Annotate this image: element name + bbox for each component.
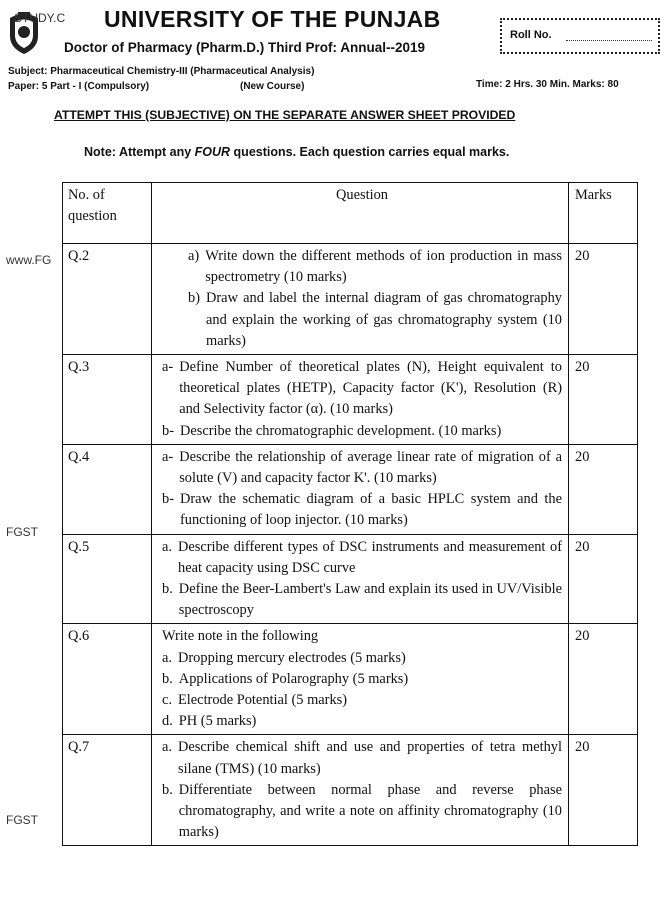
part-text: Describe chemical shift and use and properties of tetra methyl silane (TMS) (10 marks) bbox=[178, 739, 562, 777]
question-part bbox=[162, 447, 562, 489]
part-label: a- bbox=[162, 448, 174, 465]
table-row bbox=[63, 444, 638, 534]
paper-line: Paper: 5 Part - I (Compulsory) bbox=[8, 81, 150, 92]
watermark-left: www.FG bbox=[6, 253, 52, 267]
note-suffix: questions. Each question carries equal marks. bbox=[230, 145, 510, 159]
question-text bbox=[152, 624, 569, 735]
part-text: Applications of Polarography (5 marks) bbox=[178, 670, 409, 687]
question-intro: Write note in the following bbox=[162, 628, 319, 645]
part-label: a. bbox=[162, 739, 172, 756]
header-marks: Marks bbox=[569, 183, 638, 244]
note-instruction bbox=[84, 145, 509, 159]
question-marks: 20 bbox=[569, 244, 638, 355]
part-label: b- bbox=[162, 422, 174, 439]
part-label: b. bbox=[162, 670, 173, 687]
roll-number-line bbox=[566, 40, 652, 41]
question-part bbox=[162, 489, 562, 531]
note-emphasis: FOUR bbox=[194, 145, 231, 159]
note-prefix: Note: Attempt any bbox=[84, 145, 195, 159]
part-label: b- bbox=[162, 491, 174, 508]
watermark-bottom: FGST bbox=[6, 813, 38, 827]
part-text: Draw and label the internal diagram of gas chromatography and explain the working of gas chromatography system (10 marks) bbox=[206, 290, 562, 349]
subject-line: Subject: Pharmaceutical Chemistry-III (Pharmaceutical Analysis) bbox=[8, 66, 315, 77]
part-text: Describe the chromatographic development. (10 marks) bbox=[180, 422, 502, 439]
program-title: Doctor of Pharmacy (Pharm.D.) Third Prof: Annual--2019 bbox=[64, 40, 426, 55]
table-row bbox=[63, 735, 638, 846]
part-text: Define the Beer-Lambert's Law and explain its used in UV/Visible spectroscopy bbox=[178, 581, 562, 619]
part-text: Write down the different methods of ion production in mass spectrometry (10 marks) bbox=[205, 248, 562, 286]
part-label: b) bbox=[188, 290, 200, 307]
part-label: a- bbox=[162, 359, 174, 376]
question-part bbox=[162, 648, 562, 669]
watermark-top: STUDY.C bbox=[14, 11, 66, 25]
question-part bbox=[188, 246, 562, 288]
question-number: Q.5 bbox=[63, 534, 152, 624]
roll-number-label: Roll No. bbox=[510, 29, 552, 41]
part-text: Draw the schematic diagram of a basic HPLC system and the functioning of loop injector. (10 marks) bbox=[180, 491, 562, 529]
question-text bbox=[152, 534, 569, 624]
part-label: a. bbox=[162, 538, 172, 555]
question-text bbox=[152, 244, 569, 355]
question-part bbox=[162, 737, 562, 779]
part-label: c. bbox=[162, 692, 172, 709]
header-question-number: No. of question bbox=[63, 183, 152, 244]
roll-number-box bbox=[500, 18, 660, 54]
question-number: Q.2 bbox=[63, 244, 152, 355]
attempt-instruction: ATTEMPT THIS (SUBJECTIVE) ON THE SEPARATE ANSWER SHEET PROVIDED bbox=[54, 108, 516, 122]
question-part bbox=[188, 288, 562, 352]
part-label: d. bbox=[162, 713, 173, 730]
question-part bbox=[162, 537, 562, 579]
question-part bbox=[162, 780, 562, 844]
course-line: (New Course) bbox=[240, 81, 305, 92]
question-number: Q.3 bbox=[63, 355, 152, 445]
question-marks: 20 bbox=[569, 735, 638, 846]
question-marks: 20 bbox=[569, 624, 638, 735]
question-part bbox=[162, 421, 562, 442]
table-row bbox=[63, 534, 638, 624]
question-part bbox=[162, 669, 562, 690]
part-text: Describe the relationship of average linear rate of migration of a solute (V) and capacity factor K'. (10 marks) bbox=[179, 448, 562, 487]
table-row bbox=[63, 355, 638, 445]
question-text bbox=[152, 735, 569, 846]
question-marks: 20 bbox=[569, 355, 638, 445]
time-marks: Time: 2 Hrs. 30 Min. Marks: 80 bbox=[476, 79, 619, 90]
watermark-mid: FGST bbox=[6, 525, 38, 539]
question-number: Q.6 bbox=[63, 624, 152, 735]
question-part bbox=[162, 711, 562, 732]
part-text: Define Number of theoretical plates (N), Height equivalent to theoretical plates (HETP), Capacity factor (K'), Resolution (R) and Selectivity factor (α). (10 marks) bbox=[179, 359, 562, 418]
university-title: UNIVERSITY OF THE PUNJAB bbox=[104, 6, 441, 32]
question-number: Q.7 bbox=[63, 735, 152, 846]
question-text bbox=[152, 355, 569, 445]
question-marks: 20 bbox=[569, 444, 638, 534]
part-text: Differentiate between normal phase and reverse phase chromatography, and write a note on affinity chromatography (10 marks) bbox=[178, 781, 562, 841]
question-marks: 20 bbox=[569, 534, 638, 624]
part-label: b. bbox=[162, 781, 173, 798]
part-text: Describe different types of DSC instruments and measurement of heat capacity using DSC curve bbox=[178, 538, 562, 576]
part-text: PH (5 marks) bbox=[178, 713, 257, 730]
question-number: Q.4 bbox=[63, 444, 152, 534]
part-label: b. bbox=[162, 581, 173, 598]
table-row bbox=[63, 624, 638, 735]
part-text: Dropping mercury electrodes (5 marks) bbox=[178, 649, 406, 666]
question-table bbox=[62, 182, 638, 846]
question-text bbox=[152, 444, 569, 534]
table-header-row bbox=[63, 183, 638, 244]
part-text: Electrode Potential (5 marks) bbox=[178, 692, 348, 709]
header-question: Question bbox=[152, 183, 569, 244]
question-part bbox=[162, 690, 562, 711]
question-part bbox=[162, 579, 562, 621]
part-label: a) bbox=[188, 248, 200, 264]
part-label: a. bbox=[162, 649, 172, 666]
table-row bbox=[63, 244, 638, 355]
question-part bbox=[162, 357, 562, 421]
